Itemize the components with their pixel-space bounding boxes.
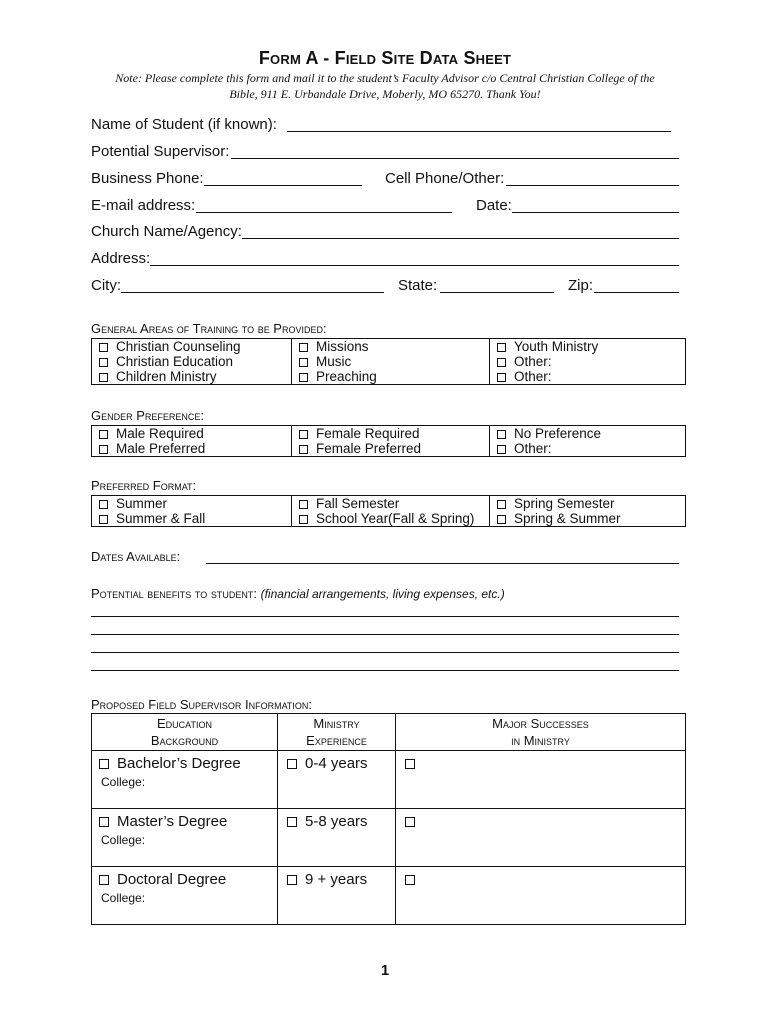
name-of-student-label: Name of Student (if known): <box>91 116 277 133</box>
benefits-heading-row <box>91 586 505 601</box>
date-label: Date: <box>476 197 512 214</box>
major-successes-cell[interactable] <box>396 751 686 809</box>
address-field[interactable] <box>150 265 679 266</box>
college-label: College: <box>101 891 146 905</box>
page-number: 1 <box>380 962 390 979</box>
checkbox-icon[interactable] <box>99 875 109 885</box>
state-field[interactable] <box>440 292 554 293</box>
training-option[interactable]: Christian Counseling <box>92 339 292 355</box>
checkbox-icon[interactable] <box>99 500 108 509</box>
state-label: State: <box>398 277 438 294</box>
years-option[interactable]: 5-8 years <box>279 810 394 830</box>
gender-option[interactable]: No Preference <box>490 426 686 442</box>
potential-supervisor-row <box>91 143 229 160</box>
table-row <box>92 496 686 512</box>
education-cell <box>92 867 278 925</box>
checkbox-icon[interactable] <box>99 445 108 454</box>
training-option[interactable]: Other: <box>490 369 686 385</box>
table-row <box>92 369 686 385</box>
format-option[interactable]: School Year(Fall & Spring) <box>292 511 490 527</box>
gender-option[interactable]: Female Required <box>292 426 490 442</box>
format-option[interactable]: Spring & Summer <box>490 511 686 527</box>
cell-phone-row <box>385 170 504 187</box>
business-phone-row <box>91 170 204 187</box>
city-row <box>91 277 121 294</box>
city-label: City: <box>91 277 121 294</box>
training-option[interactable]: Children Ministry <box>92 369 292 385</box>
table-row <box>92 426 686 442</box>
benefits-line[interactable] <box>91 670 679 671</box>
checkbox-icon[interactable] <box>99 430 108 439</box>
zip-row <box>568 277 593 294</box>
training-option[interactable]: Missions <box>292 339 490 355</box>
years-option[interactable]: 9 + years <box>279 868 394 888</box>
checkbox-icon[interactable] <box>405 759 415 769</box>
checkbox-icon[interactable] <box>99 358 108 367</box>
benefits-subtext: (financial arrangements, living expenses, etc.) <box>260 587 505 601</box>
checkbox-icon[interactable] <box>497 358 506 367</box>
format-option[interactable]: Spring Semester <box>490 496 686 512</box>
address-row <box>91 250 150 267</box>
degree-option[interactable]: Bachelor’s Degree <box>93 752 276 772</box>
education-cell <box>92 809 278 867</box>
checkbox-icon[interactable] <box>99 817 109 827</box>
benefits-heading: Potential benefits to student: <box>91 586 257 601</box>
benefits-line[interactable] <box>91 652 679 653</box>
major-successes-column-header: Major Successes in Ministry <box>396 714 686 751</box>
checkbox-icon[interactable] <box>497 515 506 524</box>
gender-option[interactable]: Other: <box>490 441 686 457</box>
ministry-cell <box>278 867 396 925</box>
checkbox-icon[interactable] <box>497 373 506 382</box>
supervisor-table <box>91 713 686 925</box>
format-option[interactable]: Summer <box>92 496 292 512</box>
state-row <box>398 277 437 294</box>
training-option[interactable]: Preaching <box>292 369 490 385</box>
potential-supervisor-field[interactable] <box>231 158 679 159</box>
checkbox-icon[interactable] <box>299 500 308 509</box>
format-table <box>91 495 686 527</box>
date-row <box>476 197 512 214</box>
ministry-column-header: Ministry Experience <box>278 714 396 751</box>
checkbox-icon[interactable] <box>299 343 308 352</box>
zip-label: Zip: <box>568 277 594 294</box>
checkbox-icon[interactable] <box>99 343 108 352</box>
checkbox-icon[interactable] <box>497 343 506 352</box>
gender-heading: Gender Preference: <box>91 408 205 423</box>
training-option[interactable]: Youth Ministry <box>490 339 686 355</box>
gender-option[interactable]: Male Required <box>92 426 292 442</box>
table-row <box>92 809 686 867</box>
format-heading: Preferred Format: <box>91 478 197 493</box>
table-header-row <box>92 714 686 751</box>
checkbox-icon[interactable] <box>497 430 506 439</box>
checkbox-icon[interactable] <box>287 817 297 827</box>
name-of-student-row <box>91 116 277 133</box>
email-label: E-mail address: <box>91 197 196 214</box>
address-label: Address: <box>91 250 151 267</box>
checkbox-icon[interactable] <box>287 875 297 885</box>
checkbox-icon[interactable] <box>299 515 308 524</box>
date-field[interactable] <box>512 212 679 213</box>
training-option[interactable]: Other: <box>490 354 686 369</box>
benefits-line[interactable] <box>91 616 679 617</box>
checkbox-icon[interactable] <box>497 445 506 454</box>
training-option[interactable]: Christian Education <box>92 354 292 369</box>
ministry-cell <box>278 751 396 809</box>
email-row <box>91 197 195 214</box>
checkbox-icon[interactable] <box>99 373 108 382</box>
years-option[interactable]: 0-4 years <box>279 752 394 772</box>
page-title: Form A - Field Site Data Sheet <box>258 48 512 68</box>
gender-option[interactable]: Male Preferred <box>92 441 292 457</box>
education-column-header: Education Background <box>92 714 278 751</box>
gender-option[interactable]: Female Preferred <box>292 441 490 457</box>
major-successes-cell[interactable] <box>396 809 686 867</box>
potential-supervisor-label: Potential Supervisor: <box>91 143 230 160</box>
major-successes-cell[interactable] <box>396 867 686 925</box>
name-of-student-field[interactable] <box>287 131 671 132</box>
business-phone-field[interactable] <box>204 185 362 186</box>
table-row <box>92 354 686 369</box>
table-row <box>92 511 686 527</box>
checkbox-icon[interactable] <box>299 445 308 454</box>
email-field[interactable] <box>196 212 452 213</box>
checkbox-icon[interactable] <box>299 373 308 382</box>
table-row <box>92 751 686 809</box>
church-name-field[interactable] <box>242 238 679 239</box>
training-option[interactable]: Music <box>292 354 490 369</box>
mailing-note: Note: Please complete this form and mail it to the student’s Faculty Advisor c/o Central Christian College of the Bible, 911 E. Urbandale Drive, Moberly, MO 65270. Thank You! <box>115 71 655 101</box>
checkbox-icon[interactable] <box>405 875 415 885</box>
college-label: College: <box>101 775 146 789</box>
checkbox-icon[interactable] <box>405 817 415 827</box>
training-table <box>91 338 686 385</box>
format-option[interactable]: Summer & Fall <box>92 511 292 527</box>
checkbox-icon[interactable] <box>497 500 506 509</box>
table-row <box>92 867 686 925</box>
zip-field[interactable] <box>594 292 679 293</box>
gender-table <box>91 425 686 457</box>
checkbox-icon[interactable] <box>99 515 108 524</box>
benefits-line[interactable] <box>91 634 679 635</box>
dates-available-label: Dates Available: <box>91 549 181 564</box>
degree-option[interactable]: Master’s Degree <box>93 810 276 830</box>
dates-available-field[interactable] <box>206 563 679 564</box>
training-heading: General Areas of Training to be Provided: <box>91 321 327 336</box>
education-cell <box>92 751 278 809</box>
checkbox-icon[interactable] <box>287 759 297 769</box>
format-option[interactable]: Fall Semester <box>292 496 490 512</box>
business-phone-label: Business Phone: <box>91 170 204 187</box>
church-name-row <box>91 223 242 240</box>
ministry-cell <box>278 809 396 867</box>
supervisor-heading: Proposed Field Supervisor Information: <box>91 697 313 712</box>
church-name-label: Church Name/Agency: <box>91 223 242 240</box>
checkbox-icon[interactable] <box>299 430 308 439</box>
table-row <box>92 339 686 355</box>
cell-phone-label: Cell Phone/Other: <box>385 170 505 187</box>
checkbox-icon[interactable] <box>299 358 308 367</box>
table-row <box>92 441 686 457</box>
degree-option[interactable]: Doctoral Degree <box>93 868 276 888</box>
city-field[interactable] <box>121 292 384 293</box>
cell-phone-field[interactable] <box>506 185 679 186</box>
college-label: College: <box>101 833 146 847</box>
checkbox-icon[interactable] <box>99 759 109 769</box>
